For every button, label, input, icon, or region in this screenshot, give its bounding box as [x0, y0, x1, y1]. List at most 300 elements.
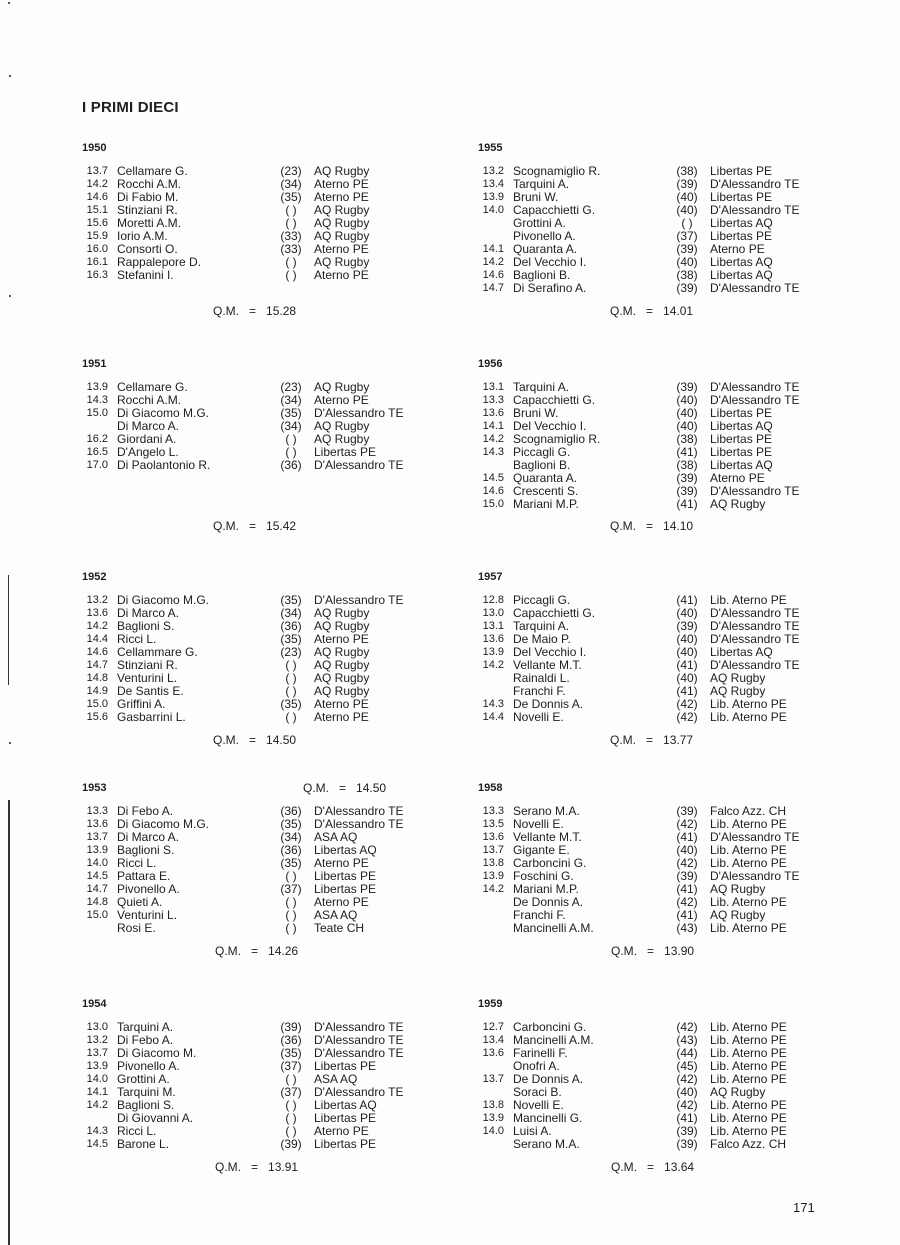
entry-age: (33): [280, 229, 302, 243]
qm-value: 14.50: [266, 733, 297, 747]
entry-club: D'Alessandro TE: [314, 817, 404, 831]
entry-club: Lib. Aterno PE: [710, 817, 787, 831]
entry-name: Iorio A.M.: [117, 229, 168, 243]
entry-club: Aterno PE: [314, 393, 369, 407]
entry-name: Baglioni S.: [117, 1098, 175, 1112]
entry-name: Di Giacomo M.G.: [117, 406, 210, 420]
entry-age: (40): [676, 190, 698, 204]
entry-age: (23): [280, 645, 302, 659]
entry-club: AQ Rugby: [710, 882, 766, 896]
entry-age: (39): [676, 1137, 698, 1151]
qm-label: Q.M.: [213, 304, 239, 318]
entry-age: (39): [676, 619, 698, 633]
entry-time: 13.6: [482, 831, 504, 843]
entry-time: 14.2: [482, 256, 504, 268]
entry-time: 14.2: [482, 433, 504, 445]
qm-equals: =: [647, 1160, 655, 1174]
entry-time: 13.5: [482, 818, 504, 830]
entry-club: Lib. Aterno PE: [710, 593, 787, 607]
qm-value: 13.90: [664, 944, 695, 958]
entry-time: 15.6: [86, 217, 108, 229]
entry-club: D'Alessandro TE: [314, 1046, 404, 1060]
entry-name: Baglioni B.: [513, 268, 571, 282]
entry-age: (45): [676, 1059, 698, 1073]
entry-name: Rappalepore D.: [117, 255, 202, 269]
entry-age: ( ): [285, 658, 297, 672]
entry-club: Libertas PE: [710, 432, 773, 446]
qm-value: 15.42: [266, 519, 297, 533]
entry-time: 13.9: [86, 844, 108, 856]
entry-age: (40): [676, 645, 698, 659]
entry-club: Libertas AQ: [710, 255, 773, 269]
entry-age: (38): [676, 432, 698, 446]
entry-name: Tarquini A.: [513, 380, 570, 394]
entry-club: Falco Azz. CH: [710, 804, 787, 818]
qm-average-1959: [611, 1160, 694, 1174]
entry-name: Del Vecchio I.: [513, 645, 587, 659]
entry-age: (39): [280, 1137, 302, 1151]
entry-time: 14.0: [482, 1125, 504, 1137]
qm-average-1953: [215, 944, 298, 958]
entry-name: De Donnis A.: [513, 1072, 584, 1086]
entry-age: (40): [676, 255, 698, 269]
entry-age: (41): [676, 908, 698, 922]
entry-age: (39): [676, 380, 698, 394]
entry-name: Scognamiglio R.: [513, 432, 601, 446]
entry-age: (37): [676, 229, 698, 243]
entry-time: 15.6: [86, 711, 108, 723]
year-heading: 1950: [82, 142, 107, 154]
entry-club: D'Alessandro TE: [710, 830, 800, 844]
entry-club: AQ Rugby: [710, 684, 766, 698]
entry-age: (34): [280, 393, 302, 407]
entry-time: 14.7: [482, 282, 504, 294]
entry-row: [82, 1138, 442, 1151]
entry-time: 13.6: [482, 633, 504, 645]
entry-age: (42): [676, 697, 698, 711]
entry-name: Vellante M.T.: [513, 830, 582, 844]
entry-time: 13.9: [482, 646, 504, 658]
entry-time: 17.0: [86, 459, 108, 471]
entry-age: (35): [280, 856, 302, 870]
entry-club: D'Alessandro TE: [314, 804, 404, 818]
year-block-1959: [478, 997, 838, 1151]
qm-equals: =: [249, 519, 257, 533]
qm-average-1951: [213, 519, 296, 533]
entry-name: Ricci L.: [117, 1124, 157, 1138]
entry-name: Piccagli G.: [513, 593, 571, 607]
entry-row: [82, 269, 442, 282]
entry-name: Grottini A.: [117, 1072, 170, 1086]
year-heading: 1951: [82, 358, 107, 370]
qm-average-top-1953: [303, 781, 386, 795]
entry-time: 14.0: [86, 857, 108, 869]
entry-time: 12.8: [482, 594, 504, 606]
qm-label: Q.M.: [215, 944, 241, 958]
entry-club: Aterno PE: [314, 895, 369, 909]
entry-age: (39): [676, 804, 698, 818]
entry-time: 14.6: [482, 269, 504, 281]
entry-club: ASA AQ: [314, 830, 358, 844]
entry-age: (39): [676, 242, 698, 256]
entry-club: AQ Rugby: [314, 658, 370, 672]
entry-name: Consorti O.: [117, 242, 178, 256]
entry-name: Rocchi A.M.: [117, 177, 182, 191]
entry-club: Libertas PE: [710, 190, 773, 204]
entry-time: 13.6: [86, 607, 108, 619]
entry-name: Pivonello A.: [117, 882, 180, 896]
entry-row: [478, 1138, 838, 1151]
year-block-1956: [478, 357, 838, 511]
entry-club: Lib. Aterno PE: [710, 921, 787, 935]
entry-age: ( ): [681, 216, 693, 230]
entry-name: Franchi F.: [513, 908, 566, 922]
entry-name: Di Giacomo M.: [117, 1046, 197, 1060]
entry-club: AQ Rugby: [710, 497, 766, 511]
entry-age: (40): [676, 203, 698, 217]
entry-club: Aterno PE: [314, 1124, 369, 1138]
entry-name: Serano M.A.: [513, 804, 580, 818]
entry-age: ( ): [285, 710, 297, 724]
entry-time: 13.6: [482, 1047, 504, 1059]
entry-name: Novelli E.: [513, 710, 564, 724]
entry-club: Libertas PE: [314, 1059, 377, 1073]
entry-age: (39): [676, 281, 698, 295]
entry-club: Libertas PE: [314, 882, 377, 896]
entry-name: Franchi F.: [513, 684, 566, 698]
entry-time: 13.9: [482, 870, 504, 882]
qm-label: Q.M.: [611, 1160, 637, 1174]
qm-average-1956: [610, 519, 693, 533]
year-block-1958: [478, 781, 838, 935]
entry-club: AQ Rugby: [710, 908, 766, 922]
entry-club: D'Alessandro TE: [710, 393, 800, 407]
scan-edge-line: [8, 800, 10, 1245]
entry-age: ( ): [285, 445, 297, 459]
entry-age: (40): [676, 1085, 698, 1099]
entry-time: 12.7: [482, 1021, 504, 1033]
entry-age: ( ): [285, 268, 297, 282]
entry-age: (42): [676, 1072, 698, 1086]
entry-time: 13.2: [482, 165, 504, 177]
entry-age: ( ): [285, 895, 297, 909]
entry-name: Di Febo A.: [117, 1033, 174, 1047]
qm-equals: =: [251, 1160, 259, 1174]
entry-age: ( ): [285, 1111, 297, 1125]
entry-name: Mariani M.P.: [513, 497, 579, 511]
qm-average-1952: [213, 733, 296, 747]
entry-name: Bruni W.: [513, 406, 559, 420]
entry-name: Di Marco A.: [117, 419, 180, 433]
entry-club: AQ Rugby: [314, 432, 370, 446]
entry-time: 14.6: [482, 485, 504, 497]
entry-time: 13.9: [86, 1060, 108, 1072]
entry-time: 15.0: [86, 909, 108, 921]
entry-club: AQ Rugby: [314, 606, 370, 620]
entry-club: Aterno PE: [314, 697, 369, 711]
entry-time: 15.0: [482, 498, 504, 510]
entry-club: D'Alessandro TE: [710, 619, 800, 633]
entry-name: Rocchi A.M.: [117, 393, 182, 407]
entry-club: Lib. Aterno PE: [710, 1124, 787, 1138]
entry-club: Lib. Aterno PE: [710, 1020, 787, 1034]
qm-value: 14.50: [356, 781, 387, 795]
entry-name: Novelli E.: [513, 1098, 564, 1112]
entry-age: (40): [676, 406, 698, 420]
year-heading: 1958: [478, 782, 503, 794]
qm-equals: =: [646, 519, 654, 533]
entry-age: ( ): [285, 671, 297, 685]
entry-time: 14.5: [86, 870, 108, 882]
entry-age: (42): [676, 1098, 698, 1112]
entry-club: AQ Rugby: [314, 380, 370, 394]
entry-time: 13.1: [482, 620, 504, 632]
entry-age: (38): [676, 458, 698, 472]
entry-time: 14.2: [86, 178, 108, 190]
entry-age: ( ): [285, 203, 297, 217]
entry-name: Mariani M.P.: [513, 882, 579, 896]
entry-age: (35): [280, 406, 302, 420]
qm-equals: =: [646, 733, 654, 747]
entry-time: 13.3: [482, 394, 504, 406]
scan-mark: [9, 75, 11, 77]
entry-name: Di Serafino A.: [513, 281, 587, 295]
entry-club: Falco Azz. CH: [710, 1137, 787, 1151]
entry-name: Soraci B.: [513, 1085, 562, 1099]
entry-club: AQ Rugby: [314, 216, 370, 230]
qm-equals: =: [251, 944, 259, 958]
entry-name: Stinziani R.: [117, 203, 178, 217]
entry-club: Libertas PE: [710, 406, 773, 420]
entry-age: (34): [280, 606, 302, 620]
entry-age: (36): [280, 843, 302, 857]
entry-club: Lib. Aterno PE: [710, 1072, 787, 1086]
year-block-1954: [82, 997, 442, 1151]
entry-age: ( ): [285, 255, 297, 269]
qm-label: Q.M.: [303, 781, 329, 795]
entry-name: Cellamare G.: [117, 380, 188, 394]
entry-club: Lib. Aterno PE: [710, 1098, 787, 1112]
qm-label: Q.M.: [610, 304, 636, 318]
entry-age: (41): [676, 497, 698, 511]
entry-club: D'Alessandro TE: [710, 606, 800, 620]
entry-club: Aterno PE: [314, 710, 369, 724]
entry-club: D'Alessandro TE: [314, 1085, 404, 1099]
entry-club: Lib. Aterno PE: [710, 895, 787, 909]
entry-age: (39): [676, 484, 698, 498]
entry-club: Libertas PE: [314, 1111, 377, 1125]
entry-age: (36): [280, 804, 302, 818]
entry-time: 14.0: [86, 1073, 108, 1085]
entry-name: Quieti A.: [117, 895, 163, 909]
entry-name: De Maio P.: [513, 632, 571, 646]
entry-time: 14.9: [86, 685, 108, 697]
entry-age: (44): [676, 1046, 698, 1060]
entry-time: 14.2: [482, 883, 504, 895]
entry-club: Aterno PE: [314, 177, 369, 191]
entry-name: Di Marco A.: [117, 606, 180, 620]
entry-club: Aterno PE: [710, 242, 765, 256]
entry-age: (40): [676, 393, 698, 407]
year-block-1952: [82, 570, 442, 724]
entry-name: Quaranta A.: [513, 242, 578, 256]
entry-time: 13.7: [482, 1073, 504, 1085]
entry-age: (42): [676, 1020, 698, 1034]
entry-club: Aterno PE: [314, 268, 369, 282]
entry-time: 14.5: [86, 1138, 108, 1150]
entry-age: (38): [676, 164, 698, 178]
entry-time: 15.9: [86, 230, 108, 242]
entry-name: Tarquini A.: [513, 177, 570, 191]
qm-value: 13.64: [664, 1160, 695, 1174]
entry-age: ( ): [285, 869, 297, 883]
entry-club: Libertas PE: [314, 1137, 377, 1151]
entry-time: 15.1: [86, 204, 108, 216]
entry-time: 13.6: [482, 407, 504, 419]
entry-time: 13.9: [482, 191, 504, 203]
entry-time: 13.2: [86, 594, 108, 606]
entry-age: ( ): [285, 1098, 297, 1112]
qm-average-1957: [610, 733, 693, 747]
entry-time: 14.3: [86, 394, 108, 406]
entry-time: 16.3: [86, 269, 108, 281]
entry-age: (42): [676, 710, 698, 724]
entry-age: (36): [280, 619, 302, 633]
qm-value: 13.91: [268, 1160, 299, 1174]
qm-average-1955: [610, 304, 693, 318]
entry-age: (35): [280, 697, 302, 711]
entry-club: ASA AQ: [314, 1072, 358, 1086]
entry-club: D'Alessandro TE: [710, 203, 800, 217]
qm-label: Q.M.: [610, 733, 636, 747]
qm-equals: =: [339, 781, 347, 795]
entry-name: Di Marco A.: [117, 830, 180, 844]
entry-name: Venturini L.: [117, 908, 178, 922]
entry-name: Ricci L.: [117, 632, 157, 646]
entry-club: Lib. Aterno PE: [710, 843, 787, 857]
entry-club: Libertas AQ: [314, 843, 377, 857]
year-heading: 1955: [478, 142, 503, 154]
entry-name: Baglioni S.: [117, 843, 175, 857]
entry-name: Onofri A.: [513, 1059, 560, 1073]
entry-time: 13.7: [482, 844, 504, 856]
entry-age: ( ): [285, 216, 297, 230]
qm-label: Q.M.: [610, 519, 636, 533]
entry-club: AQ Rugby: [314, 619, 370, 633]
qm-average-1950: [213, 304, 296, 318]
entry-time: 15.0: [86, 698, 108, 710]
entry-time: 14.8: [86, 672, 108, 684]
entry-name: Baglioni B.: [513, 458, 571, 472]
entry-name: De Donnis A.: [513, 895, 584, 909]
page-number: 171: [793, 1200, 815, 1215]
entry-name: Di Giovanni A.: [117, 1111, 194, 1125]
entry-name: Mancinelli G.: [513, 1111, 583, 1125]
entry-name: Grottini A.: [513, 216, 566, 230]
entry-age: (40): [676, 671, 698, 685]
entry-age: (35): [280, 1046, 302, 1060]
entry-club: Aterno PE: [314, 632, 369, 646]
entry-age: (37): [280, 1085, 302, 1099]
entry-name: Di Fabio M.: [117, 190, 179, 204]
entry-name: Carboncini G.: [513, 856, 587, 870]
entry-age: (38): [676, 268, 698, 282]
year-block-1950: [82, 141, 442, 282]
entry-row: [82, 459, 442, 472]
entry-age: (40): [676, 632, 698, 646]
entry-time: 13.7: [86, 1047, 108, 1059]
entry-time: 14.8: [86, 896, 108, 908]
entry-club: AQ Rugby: [314, 203, 370, 217]
entry-club: AQ Rugby: [710, 1085, 766, 1099]
entry-age: (41): [676, 445, 698, 459]
year-block-1955: [478, 141, 838, 295]
entry-age: (36): [280, 1033, 302, 1047]
entry-name: Venturini L.: [117, 671, 178, 685]
entry-time: 13.9: [86, 381, 108, 393]
qm-label: Q.M.: [215, 1160, 241, 1174]
qm-label: Q.M.: [213, 519, 239, 533]
entry-age: (35): [280, 632, 302, 646]
entry-age: (33): [280, 242, 302, 256]
year-heading: 1956: [478, 358, 503, 370]
entry-age: (42): [676, 856, 698, 870]
entry-time: 14.6: [86, 646, 108, 658]
scan-mark: [8, 2, 10, 4]
entry-club: Libertas AQ: [710, 645, 773, 659]
entry-name: Piccagli G.: [513, 445, 571, 459]
entry-name: Gigante E.: [513, 843, 570, 857]
entry-club: Lib. Aterno PE: [710, 1059, 787, 1073]
entry-club: AQ Rugby: [314, 684, 370, 698]
entry-name: Bruni W.: [513, 190, 559, 204]
entry-time: 13.4: [482, 1034, 504, 1046]
entry-row: [478, 922, 838, 935]
entry-name: Stinziani R.: [117, 658, 178, 672]
entry-time: 15.0: [86, 407, 108, 419]
entry-name: Di Paolantonio R.: [117, 458, 211, 472]
entry-club: Aterno PE: [314, 242, 369, 256]
entry-club: AQ Rugby: [710, 671, 766, 685]
entry-time: 14.6: [86, 191, 108, 203]
qm-equals: =: [249, 733, 257, 747]
entry-club: D'Alessandro TE: [710, 484, 800, 498]
entry-age: (36): [280, 458, 302, 472]
page-title: I PRIMI DIECI: [82, 99, 179, 116]
qm-label: Q.M.: [611, 944, 637, 958]
entry-age: ( ): [285, 1072, 297, 1086]
entry-club: AQ Rugby: [314, 419, 370, 433]
entry-name: Tarquini A.: [117, 1020, 174, 1034]
entry-name: Di Giacomo M.G.: [117, 593, 210, 607]
entry-age: (41): [676, 830, 698, 844]
entry-time: 13.0: [482, 607, 504, 619]
entry-name: Barone L.: [117, 1137, 170, 1151]
entry-time: 13.9: [482, 1112, 504, 1124]
year-heading: 1953: [82, 782, 107, 794]
entry-row: [478, 282, 838, 295]
entry-row: [478, 711, 838, 724]
entry-time: 14.3: [482, 698, 504, 710]
entry-age: (43): [676, 921, 698, 935]
entry-age: (37): [280, 1059, 302, 1073]
entry-name: Capacchietti G.: [513, 203, 596, 217]
entry-time: 16.1: [86, 256, 108, 268]
entry-age: (37): [280, 882, 302, 896]
entry-club: D'Alessandro TE: [710, 380, 800, 394]
entry-club: Libertas AQ: [710, 419, 773, 433]
entry-club: AQ Rugby: [314, 164, 370, 178]
